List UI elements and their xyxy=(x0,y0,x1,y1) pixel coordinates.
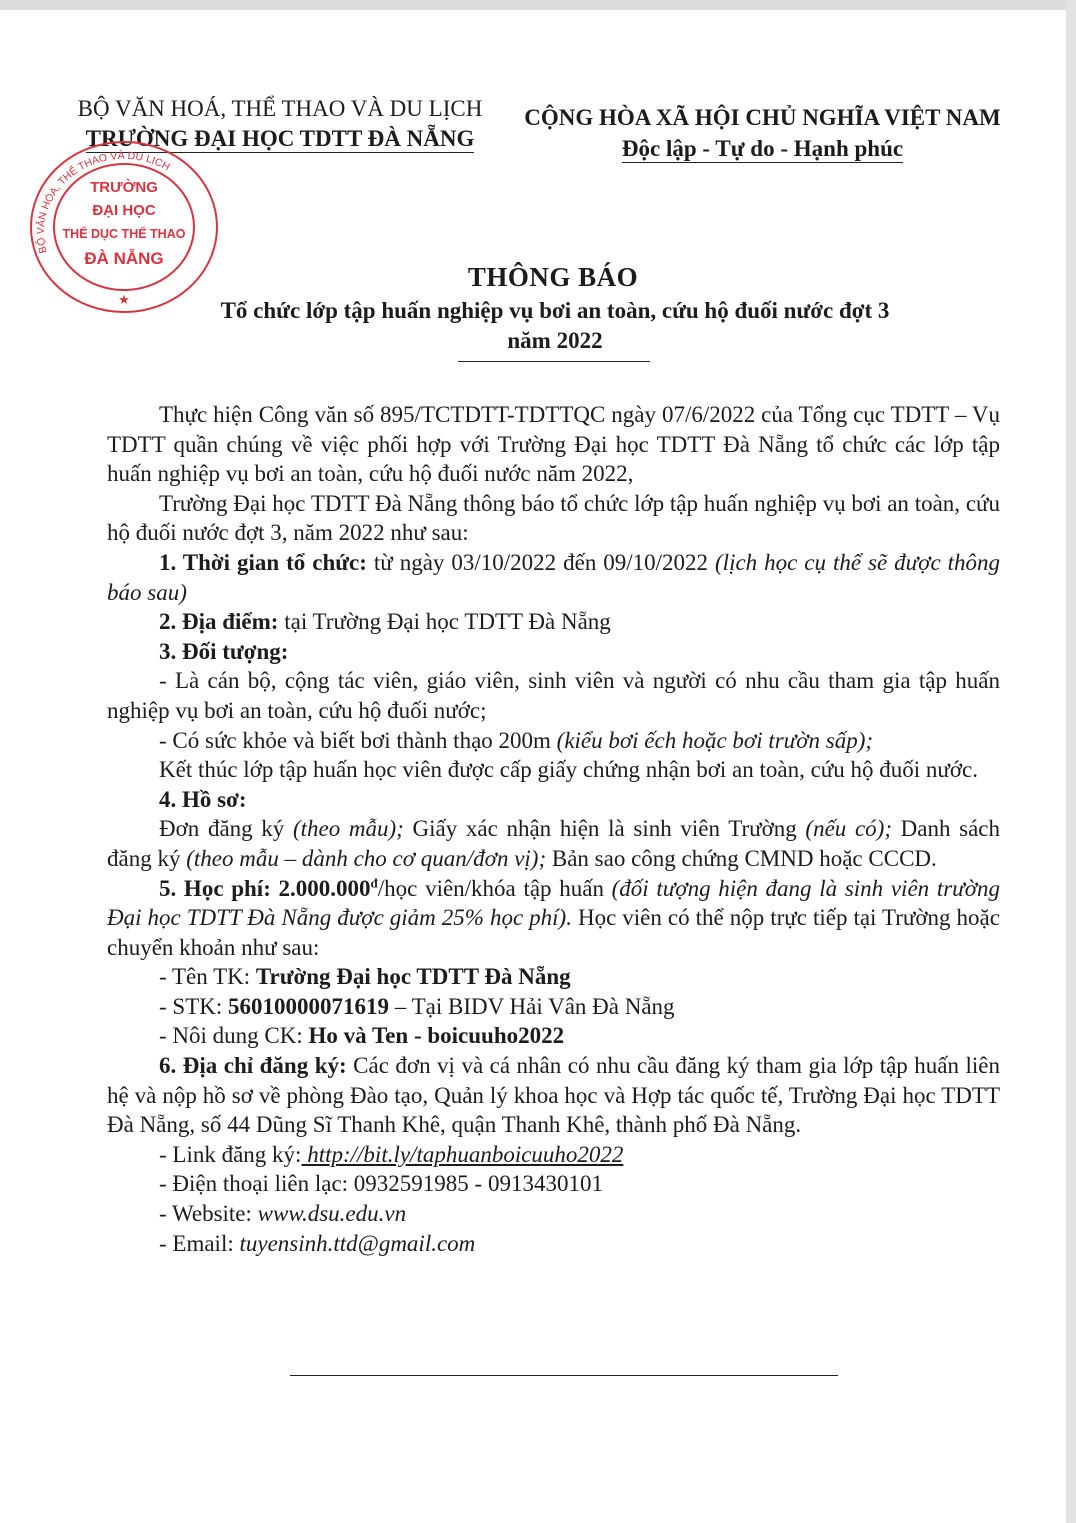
account-name: Trường Đại học TDTT Đà Nẵng xyxy=(255,964,571,990)
national-header xyxy=(515,102,1010,164)
section-time-text: từ ngày 03/10/2022 đến 09/10/2022 xyxy=(366,549,716,575)
school-name: TRƯỜNG ĐẠI HỌC TDTT ĐÀ NẴNG xyxy=(85,126,475,151)
section-fee xyxy=(107,874,1000,963)
document-title: THÔNG BÁO xyxy=(467,262,639,292)
section-documents-text xyxy=(107,814,1000,873)
fee-discount-note: (đối tượng hiện đang là sinh viên trường Đại học TDTT Đà Nẵng được giảm 25% học phí). xyxy=(107,875,1001,931)
closing-divider xyxy=(290,1375,838,1376)
audience-item-2 xyxy=(107,726,1000,756)
fee-currency: đ xyxy=(370,874,378,890)
section-location xyxy=(107,607,1000,637)
website-label: - Website: xyxy=(159,1201,258,1227)
account-name-label: - Tên TK: xyxy=(159,964,256,990)
documents-text-2: Giấy xác nhận hiện là sinh viên Trường xyxy=(403,816,806,842)
section-documents-label: 4. Hồ sơ: xyxy=(159,786,247,812)
document-body xyxy=(107,400,1000,1258)
fee-unit: /học viên/khóa tập huấn xyxy=(377,875,612,901)
section-location-label: 2. Địa điểm: xyxy=(159,609,279,635)
screen-right-edge xyxy=(1066,0,1076,1523)
fee-amount: 2.000.000 xyxy=(270,875,371,901)
documents-text-3: Danh sách đăng ký xyxy=(107,816,1001,871)
section-audience-label: 3. Đối tượng: xyxy=(159,638,289,664)
documents-text-4: Bản sao công chứng CMND hoặc CCCD. xyxy=(546,845,937,871)
audience-item-1: - Là cán bộ, cộng tác viên, giáo viên, sinh viên và người có nhu cầu tham gia tập huấn nghiệp vụ bơi an toàn, cứu hộ đuối nước; xyxy=(107,668,1000,723)
stamp-star-icon: ★ xyxy=(118,292,130,307)
section-time-note: (lịch học cụ thể sẽ được thông báo sau) xyxy=(107,549,1000,605)
section-address xyxy=(107,1051,1000,1140)
registration-link-line xyxy=(107,1140,1000,1170)
section-address-label: 6. Địa chỉ đăng ký: xyxy=(159,1053,347,1079)
section-address-text: Các đơn vị và cá nhân có nhu cầu đăng ký tham gia lớp tập huấn liên hệ và nộp hồ sơ về phòng Đào tạo, Quản lý khoa học và Hợp tác quốc tế, Trường Đại học TDTT Đà Nẵng, số 44 Dũng Sĩ Thanh Khê, quận Thanh Khê, thành phố Đà Nẵng. xyxy=(107,1053,1000,1138)
documents-text-1: Đơn đăng ký xyxy=(159,816,293,842)
stamp-ring-text: BỘ VĂN HÓA, THỂ THAO VÀ DU LỊCH xyxy=(34,149,172,255)
transfer-content-label: - Nôi dung CK: xyxy=(159,1023,309,1049)
website-link[interactable]: www.dsu.edu.vn xyxy=(257,1201,407,1227)
documents-note-3: (theo mẫu – dành cho cơ quan/đơn vị); xyxy=(186,845,547,871)
stamp-line-4: ĐÀ NẴNG xyxy=(84,249,164,268)
documents-note-2: (nếu có); xyxy=(805,816,892,842)
national-motto: Độc lập - Tự do - Hạnh phúc xyxy=(621,136,904,161)
section-time-label: 1. Thời gian tổ chức: xyxy=(159,549,367,575)
account-number-label: - STK: xyxy=(159,993,228,1019)
fee-payment-text: Học viên có thể nộp trực tiếp tại Trường hoặc chuyển khoản như sau: xyxy=(107,905,1000,960)
registration-link[interactable]: http://bit.ly/taphuanboicuuho2022 xyxy=(301,1141,624,1167)
transfer-content: Ho và Ten - boicuuho2022 xyxy=(308,1023,565,1049)
audience-item-2-text: - Có sức khỏe và biết bơi thành thạo 200m xyxy=(159,727,557,753)
account-number: 56010000071619 xyxy=(228,993,389,1019)
email-line xyxy=(107,1229,1000,1259)
screen-top-edge xyxy=(0,0,1076,10)
account-name-line xyxy=(107,962,1000,992)
subtitle-line-1: Tổ chức lớp tập huấn nghiệp vụ bơi an toàn, cứu hộ đuối nước đợt 3 xyxy=(220,298,890,323)
stamp-line-1: TRƯỜNG xyxy=(90,179,158,196)
section-fee-label: 5. Học phí: xyxy=(159,875,271,901)
documents-note-1: (theo mẫu); xyxy=(292,816,404,842)
phone-label: - Điện thoại liên lạc: xyxy=(159,1171,354,1197)
document-subtitle xyxy=(170,296,940,356)
section-time xyxy=(107,548,1000,607)
stamp-line-2: ĐẠI HỌC xyxy=(92,202,156,219)
email-label: - Email: xyxy=(159,1230,240,1256)
intro-paragraph: Thực hiện Công văn số 895/TCTDTT-TDTTQC ngày 07/6/2022 của Tổng cục TDTT – Vụ TDTT quần chúng về việc phối hợp với Trường Đại học TDTT Đà Nẵng tổ chức các lớp tập huấn nghiệp vụ bơi an toàn, cứu hộ đuối nước năm 2022, xyxy=(107,402,1000,487)
document-page xyxy=(0,10,1066,1523)
audience-closing: Kết thúc lớp tập huấn học viên được cấp giấy chứng nhận bơi an toàn, cứu hộ đuối nước. xyxy=(159,757,978,783)
transfer-content-line xyxy=(107,1021,1000,1051)
ministry-name: BỘ VĂN HOÁ, THỂ THAO VÀ DU LỊCH xyxy=(77,96,483,121)
account-number-line xyxy=(107,992,1000,1022)
registration-link-label: - Link đăng ký: xyxy=(159,1141,302,1167)
phone-line xyxy=(107,1169,1000,1199)
stamp-line-3: THỂ DỤC THỂ THAO xyxy=(62,227,186,241)
section-location-text: tại Trường Đại học TDTT Đà Nẵng xyxy=(278,609,611,635)
announce-paragraph: Trường Đại học TDTT Đà Nẵng thông báo tổ chức lớp tập huấn nghiệp vụ bơi an toàn, cứu hộ đuối nước đợt 3, năm 2022 như sau: xyxy=(107,490,1000,546)
account-bank: – Tại BIDV Hải Vân Đà Nẵng xyxy=(389,993,675,1019)
phone-numbers: 0932591985 - 0913430101 xyxy=(353,1171,603,1197)
title-divider xyxy=(458,361,650,362)
subtitle-line-2: năm 2022 xyxy=(507,328,603,353)
website-line xyxy=(107,1199,1000,1229)
country-name: CỘNG HÒA XÃ HỘI CHỦ NGHĨA VIỆT NAM xyxy=(524,105,1001,130)
email-link[interactable]: tuyensinh.ttd@gmail.com xyxy=(239,1230,476,1256)
audience-item-2-note: (kiểu bơi ếch hoặc bơi trườn sấp); xyxy=(556,727,874,753)
